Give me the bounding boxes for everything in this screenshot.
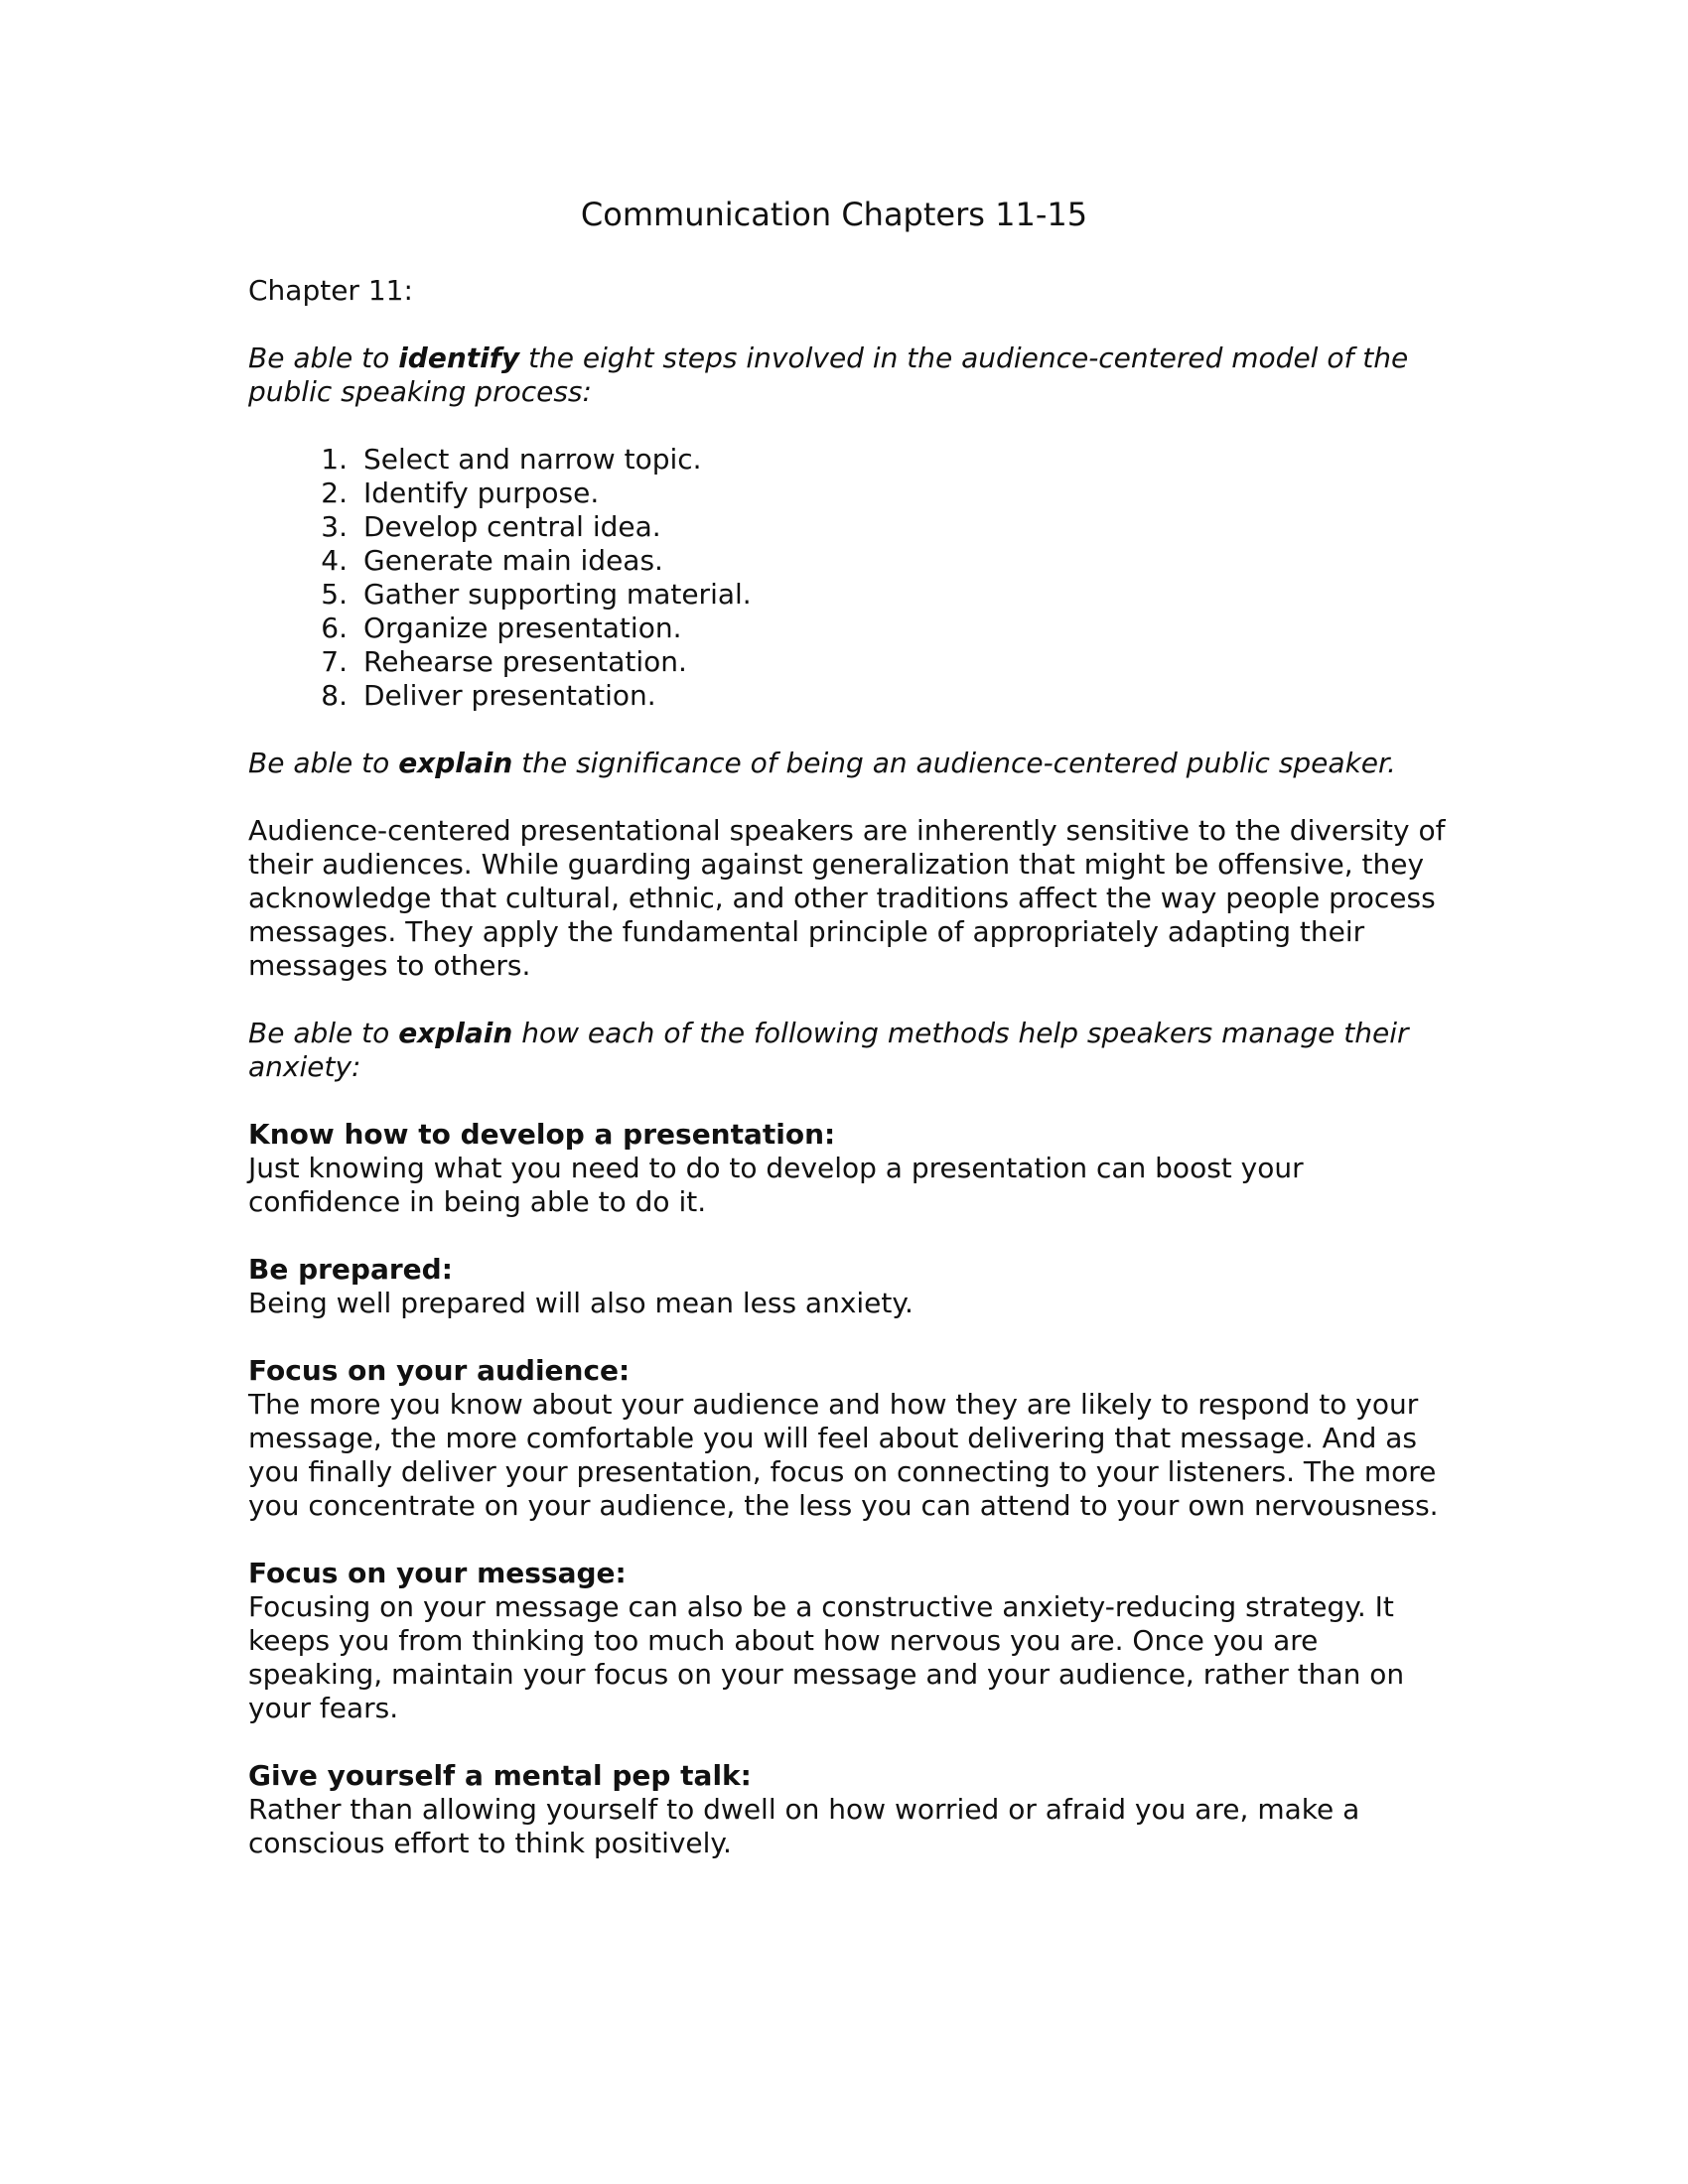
prompt-text-after: how each of the following methods help speakers manage their anxiety: — [248, 1017, 1409, 1083]
list-item-number: 1. — [321, 443, 348, 476]
list-item-text: Select and narrow topic. — [363, 443, 702, 476]
audience-centered-paragraph: Audience-centered presentational speakers are inherently sensitive to the diversity of their audiences. While guarding against generalization that might be offensive, they acknowledge that cultural, ethnic, and other traditions affect the way people process messages. They apply the fundamental principle of appropriately adapting their messages to others. — [248, 814, 1446, 982]
method-body: Rather than allowing yourself to dwell on how worried or afraid you are, make a conscious effort to think positively. — [248, 1793, 1360, 1859]
steps-list — [248, 443, 1460, 713]
method-heading: Give yourself a mental pep talk: — [248, 1759, 752, 1792]
method-body: Just knowing what you need to do to develop a presentation can boost your confidence in being able to do it. — [248, 1152, 1304, 1218]
method-body: Being well prepared will also mean less anxiety. — [248, 1287, 914, 1319]
prompt-text-before: Be able to — [248, 341, 399, 374]
method-heading: Be prepared: — [248, 1253, 453, 1286]
list-item — [248, 477, 1460, 510]
prompt-explain-significance — [248, 747, 1460, 780]
prompt-keyword: identify — [398, 341, 520, 374]
list-item-number: 2. — [321, 477, 348, 509]
prompt-text-before: Be able to — [248, 1017, 399, 1049]
list-item — [248, 679, 1460, 713]
list-item-number: 5. — [321, 578, 348, 611]
list-item — [248, 443, 1460, 477]
method-section — [248, 1118, 1460, 1219]
list-item — [248, 612, 1460, 645]
method-section — [248, 1253, 1460, 1320]
list-item-number: 8. — [321, 679, 348, 712]
list-item-number: 3. — [321, 510, 348, 543]
prompt-text-before: Be able to — [248, 747, 399, 779]
prompt-keyword: explain — [398, 747, 513, 779]
method-heading: Know how to develop a presentation: — [248, 1118, 836, 1151]
list-item — [248, 510, 1460, 544]
method-body: Focusing on your message can also be a constructive anxiety-reducing strategy. It keeps you from thinking too much about how nervous you are. Once you are speaking, maintain your focus on your message and your audience, rather than on your fears. — [248, 1590, 1405, 1724]
list-item-number: 6. — [321, 612, 348, 644]
list-item — [248, 645, 1460, 679]
list-item-text: Develop central idea. — [363, 510, 661, 543]
chapter-label: Chapter 11: — [248, 274, 413, 307]
method-section — [248, 1354, 1460, 1523]
list-item-text: Rehearse presentation. — [363, 645, 687, 678]
method-heading: Focus on your audience: — [248, 1354, 631, 1387]
method-heading: Focus on your message: — [248, 1557, 627, 1589]
prompt-keyword: explain — [398, 1017, 513, 1049]
list-item — [248, 578, 1460, 612]
list-item-text: Gather supporting material. — [363, 578, 752, 611]
list-item-text: Deliver presentation. — [363, 679, 656, 712]
method-body: The more you know about your audience and how they are likely to respond to your message, the more comfortable you will feel about delivering that message. And as you finally deliver your presentation, focus on connecting to your listeners. The more you concentrate on your audience, the less you can attend to your own nervousness. — [248, 1388, 1439, 1522]
document-title: Communication Chapters 11-15 — [580, 196, 1088, 233]
list-item-text: Organize presentation. — [363, 612, 682, 644]
prompt-text-after: the eight steps involved in the audience-centered model of the public speaking process: — [248, 341, 1409, 408]
prompt-explain-methods — [248, 1017, 1460, 1084]
list-item-text: Generate main ideas. — [363, 544, 663, 577]
prompt-text-after: the significance of being an audience-centered public speaker. — [512, 747, 1396, 779]
document-page — [248, 195, 1460, 1860]
list-item-number: 4. — [321, 544, 348, 577]
method-section — [248, 1557, 1460, 1725]
method-section — [248, 1759, 1460, 1860]
list-item-text: Identify purpose. — [363, 477, 600, 509]
prompt-identify-steps — [248, 341, 1460, 409]
list-item — [248, 544, 1460, 578]
list-item-number: 7. — [321, 645, 348, 678]
